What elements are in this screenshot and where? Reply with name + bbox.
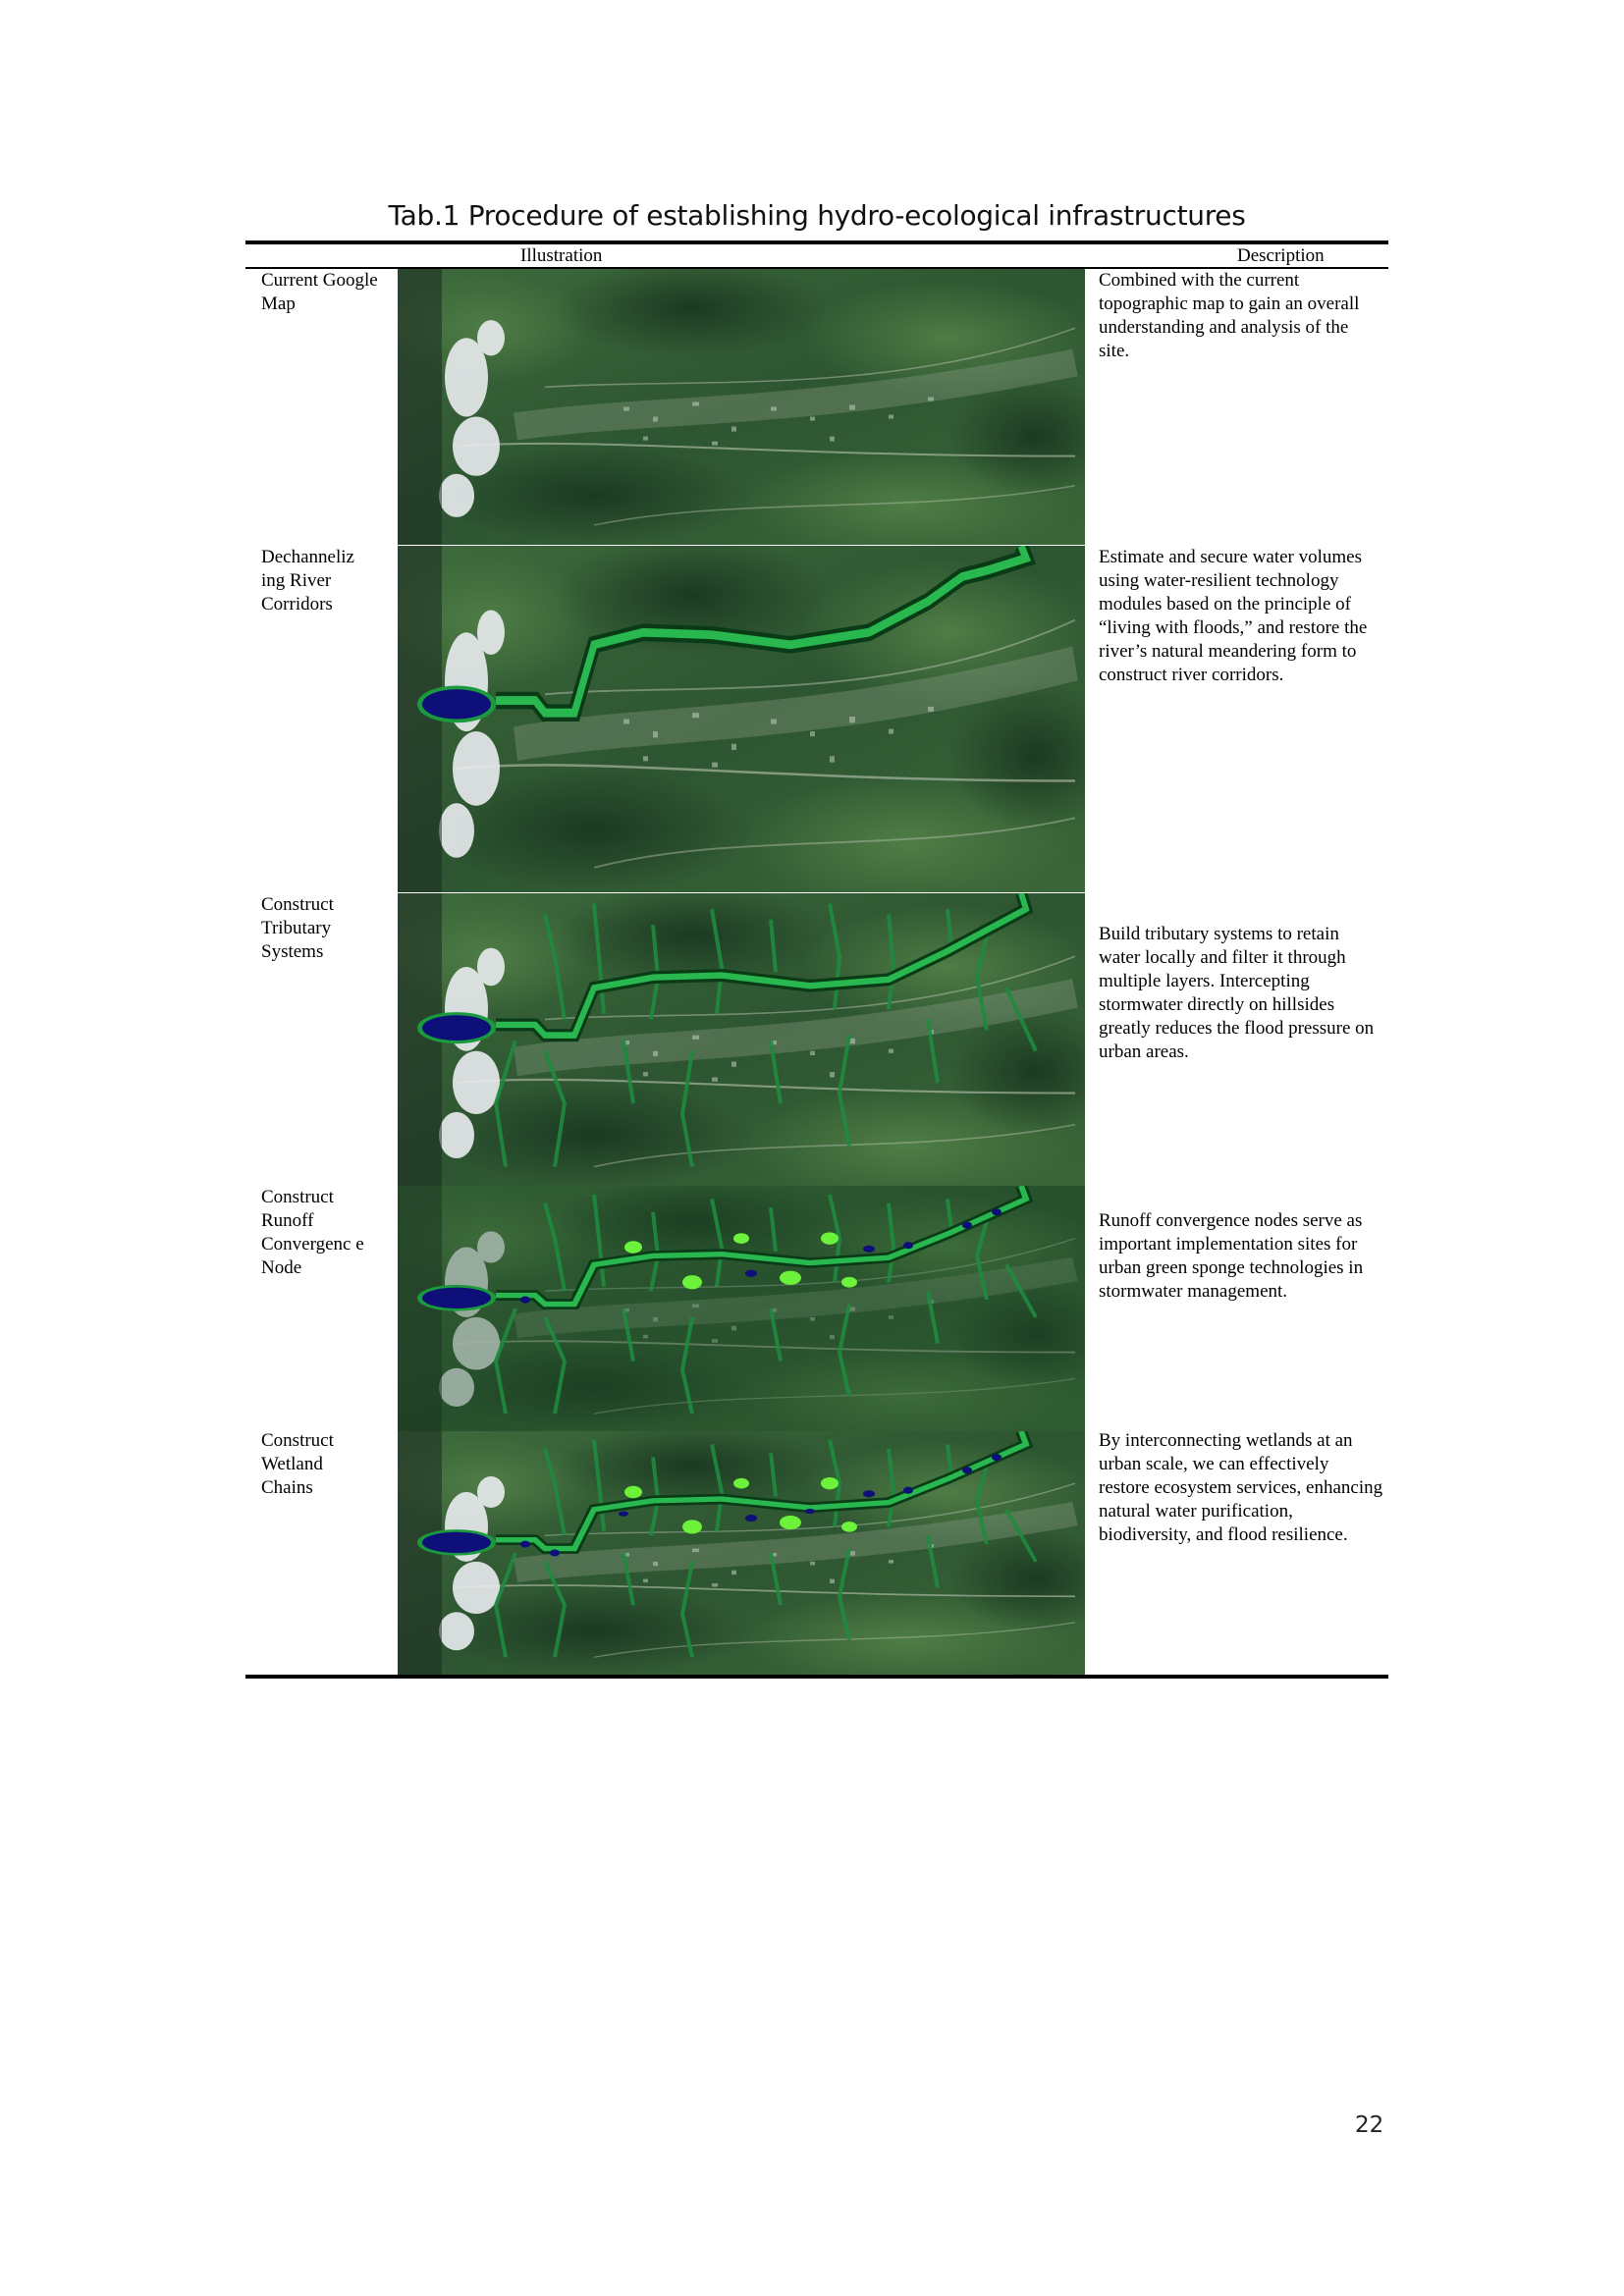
runoff-convergence-node-map-image	[398, 1186, 1085, 1431]
row-label-dechannelizing-river-corridors: Dechanneliz ing River Corridors	[261, 547, 354, 614]
illustration-header: Illustration	[520, 245, 603, 266]
row-label-current-google-map: Current Google Map	[261, 270, 378, 314]
tributary-systems-map-image	[398, 893, 1085, 1188]
table-caption: Tab.1 Procedure of establishing hydro-ecological infrastructures	[388, 199, 1246, 232]
row-description-construct-wetland-chains: By interconnecting wetlands at an urban scale, we can effectively restore ecosystem services, enhancing natural water purification, biodiversity, and flood resilience.	[1099, 1430, 1383, 1545]
row-label-construct-wetland-chains: Construct Wetland Chains	[261, 1430, 334, 1498]
row-description-construct-runoff-convergence-node: Runoff convergence nodes serve as important implementation sites for urban green sponge technologies in stormwater management.	[1099, 1210, 1364, 1302]
row-description-current-google-map: Combined with the current topographic map to gain an overall understanding and analysis of the site.	[1099, 270, 1360, 361]
description-header: Description	[1237, 245, 1325, 266]
table-top-rule	[245, 240, 1388, 244]
row-label-construct-tributary-systems: Construct Tributary Systems	[261, 894, 334, 962]
row-description-construct-tributary-systems: Build tributary systems to retain water locally and filter it through multiple layers. Intercepting stormwater directly on hillsides greatly reduces the flood pressure on urban areas.	[1099, 924, 1375, 1062]
current-google-map-image	[398, 269, 1085, 545]
wetland-chains-map-image	[398, 1431, 1085, 1675]
table-bottom-rule	[245, 1675, 1388, 1679]
row-description-dechannelizing-river-corridors: Estimate and secure water volumes using water-resilient technology modules based on the principle of “living with floods,” and restore the river’s natural meandering form to construct river corridors.	[1099, 547, 1368, 685]
river-corridor-map-image	[398, 546, 1085, 892]
page-number: 22	[1355, 2112, 1384, 2138]
row-label-construct-runoff-convergence-node: Construct Runoff Convergenc e Node	[261, 1187, 364, 1278]
